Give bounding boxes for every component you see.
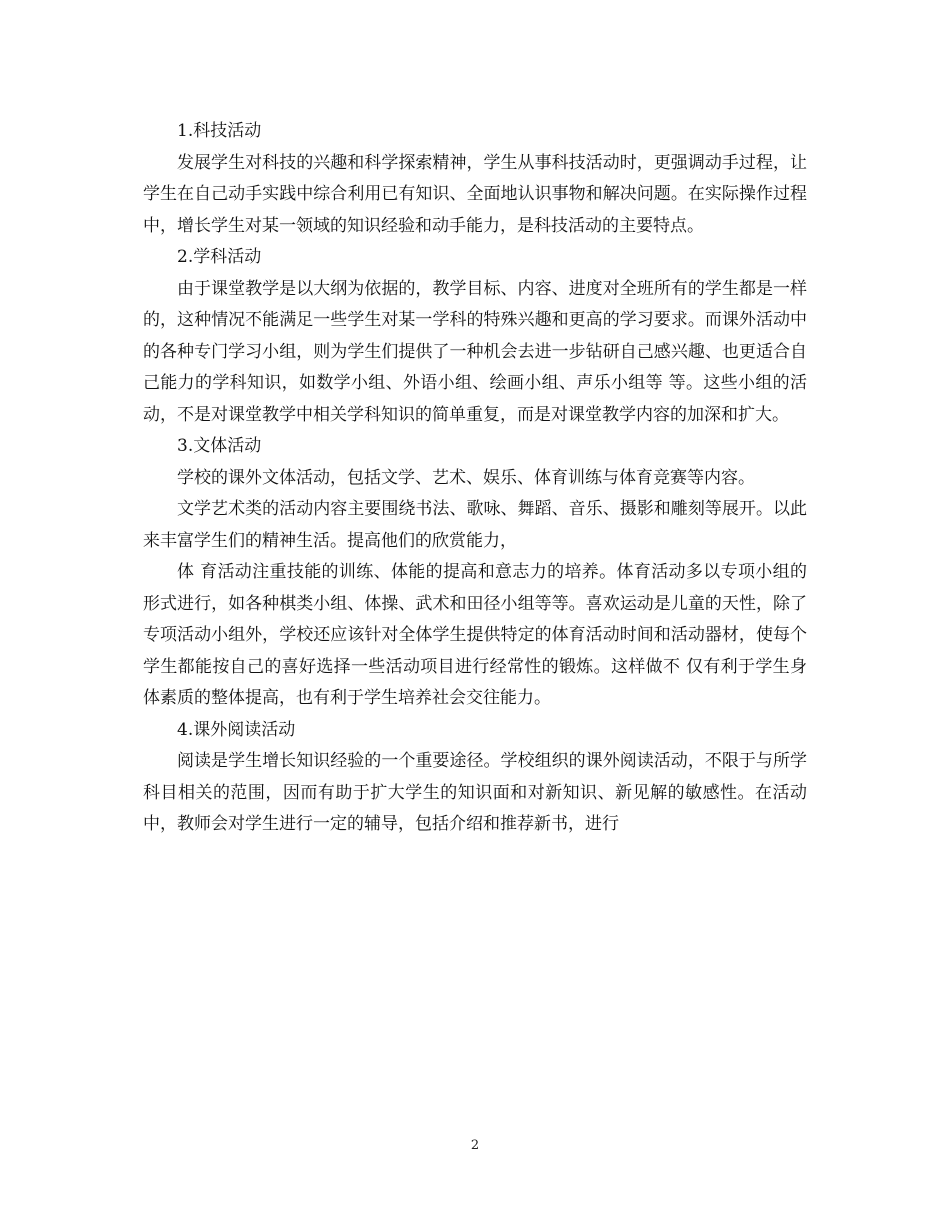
section-heading-science: 1.科技活动 <box>177 121 262 141</box>
section-heading-subject: 2.学科活动 <box>177 247 262 267</box>
section-heading-reading: 4.课外阅读活动 <box>177 719 296 740</box>
paragraph-culture-sports-intro: 学校的课外文体活动，包括文学、艺术、娱乐、体育训练与体育竞赛等内容。 <box>177 467 755 488</box>
paragraph-literature-arts: 文学艺术类的活动内容主要围绕书法、歌咏、舞蹈、音乐、摄影和雕刻等展开。以此来丰富学生们的精神生活。提高他们的欣赏能力， <box>143 499 807 551</box>
paragraph-sports: 体 育活动注重技能的训练、体能的提高和意志力的培养。体育活动多以专项小组的形式进行，如各种棋类小组、体操、武术和田径小组等等。喜欢运动是儿童的天性，除了专项活动小组外，学校还应该针对全体学生提供特定的体育活动时间和活动器材，使每个学生都能按自己的喜好选择一些活动项目进行经常性的锻炼。这样做不 仅有利于学生身体素质的整体提高，也有利于学生培养社会交往能力。 <box>143 562 807 708</box>
document-body <box>143 116 807 841</box>
paragraph-subject: 由于课堂教学是以大纲为依据的，教学目标、内容、进度对全班所有的学生都是一样的，这种情况不能满足一些学生对某一学科的特殊兴趣和更高的学习要求。而课外活动中的各种专门学习小组，则为学生们提供了一种机会去进一步钻研自己感兴趣、也更适合自己能力的学科知识，如数学小组、外语小组、绘画小组、声乐小组等 等。这些小组的活动，不是对课堂教学中相关学科知识的简单重复，而是对课堂教学内容的加深和扩大。 <box>143 278 807 425</box>
paragraph-reading: 阅读是学生增长知识经验的一个重要途径。学校组织的课外阅读活动，不限于与所学科目相关的范围，因而有助于扩大学生的知识面和对新知识、新见解的敏感性。在活动中，教师会对学生进行一定的辅导，包括介绍和推荐新书，进行 <box>143 751 807 834</box>
page-number: 2 <box>470 1138 480 1153</box>
paragraph-science: 发展学生对科技的兴趣和科学探索精神，学生从事科技活动时，更强调动手过程，让学生在自己动手实践中综合利用已有知识、全面地认识事物和解决问题。在实际操作过程中，增长学生对某一领域的知识经验和动手能力，是科技活动的主要特点。 <box>143 152 807 236</box>
section-heading-culture-sports: 3.文体活动 <box>177 436 262 456</box>
